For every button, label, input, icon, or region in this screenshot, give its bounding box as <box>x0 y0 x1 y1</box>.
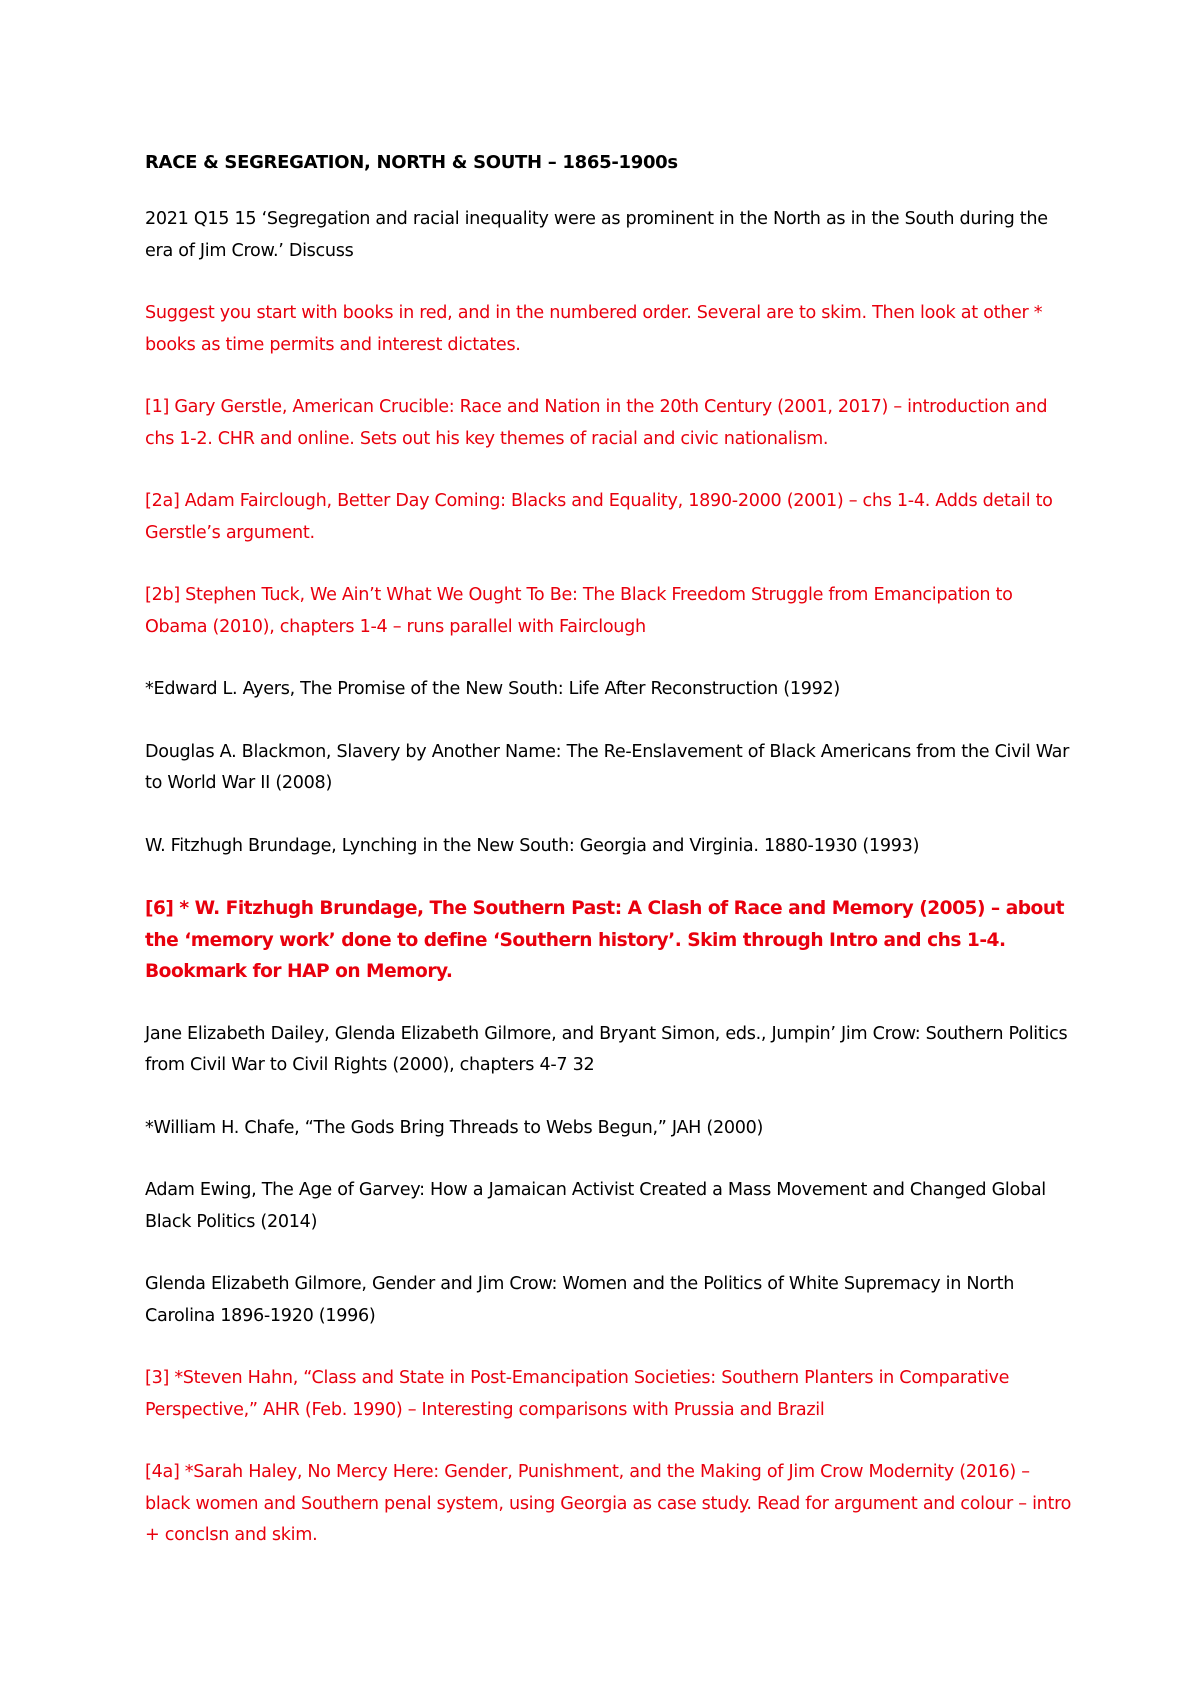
exam-question: 2021 Q15 15 ‘Segregation and racial inequality were as prominent in the North as in the South during the era of Jim Crow.’ Discuss <box>145 209 1048 261</box>
document-title: RACE & SEGREGATION, NORTH & SOUTH – 1865-1900s <box>145 152 678 173</box>
entry-gerstle: [1] Gary Gerstle, American Crucible: Race and Nation in the 20th Century (2001, 2017) – introduction and chs 1-2. CHR and online. Sets out his key themes of racial and civic nationalism. <box>145 397 1048 449</box>
reading-guidance: Suggest you start with books in red, and in the numbered order. Several are to skim. Then look at other * books as time permits and interest dictates. <box>145 303 1043 355</box>
entry-haley: [4a] *Sarah Haley, No Mercy Here: Gender, Punishment, and the Making of Jim Crow Modernity (2016) – black women and Southern penal system, using Georgia as case study. Read for argument and colour – intro + conclsn and skim. <box>145 1462 1072 1545</box>
entry-brundage-lynching: W. Fitzhugh Brundage, Lynching in the New South: Georgia and Virginia. 1880-1930 (1993) <box>145 835 920 856</box>
entry-ewing: Adam Ewing, The Age of Garvey: How a Jamaican Activist Created a Mass Movement and Changed Global Black Politics (2014) <box>145 1180 1046 1232</box>
entry-dailey: Jane Elizabeth Dailey, Glenda Elizabeth Gilmore, and Bryant Simon, eds., Jumpin’ Jim Crow: Southern Politics from Civil War to Civil Rights (2000), chapters 4-7 32 <box>145 1023 1068 1075</box>
entry-fairclough: [2a] Adam Fairclough, Better Day Coming: Blacks and Equality, 1890-2000 (2001) – chs 1-4. Adds detail to Gerstle’s argument. <box>145 491 1053 543</box>
entry-hahn: [3] *Steven Hahn, “Class and State in Post-Emancipation Societies: Southern Planters in Comparative Perspective,” AHR (Feb. 1990) – Interesting comparisons with Prussia and Brazil <box>145 1368 1010 1420</box>
entry-ayers: *Edward L. Ayers, The Promise of the New South: Life After Reconstruction (1992) <box>145 679 840 699</box>
document-page <box>145 147 1075 1583</box>
entry-gilmore: Glenda Elizabeth Gilmore, Gender and Jim Crow: Women and the Politics of White Supremacy in North Carolina 1896-1920 (1996) <box>145 1274 1015 1326</box>
entry-tuck: [2b] Stephen Tuck, We Ain’t What We Ought To Be: The Black Freedom Struggle from Emancipation to Obama (2010), chapters 1-4 – runs parallel with Fairclough <box>145 585 1013 637</box>
entry-blackmon: Douglas A. Blackmon, Slavery by Another Name: The Re-Enslavement of Black Americans from the Civil War to World War II (2008) <box>145 741 1070 793</box>
entry-chafe: *William H. Chafe, “The Gods Bring Threads to Webs Begun,” JAH (2000) <box>145 1117 764 1138</box>
entry-brundage-southern-past: [6] * W. Fitzhugh Brundage, The Southern Past: A Clash of Race and Memory (2005) – about the ‘memory work’ done to define ‘Southern history’. Skim through Intro and chs 1-4. Bookmark for HAP on Memory. <box>145 898 1064 982</box>
